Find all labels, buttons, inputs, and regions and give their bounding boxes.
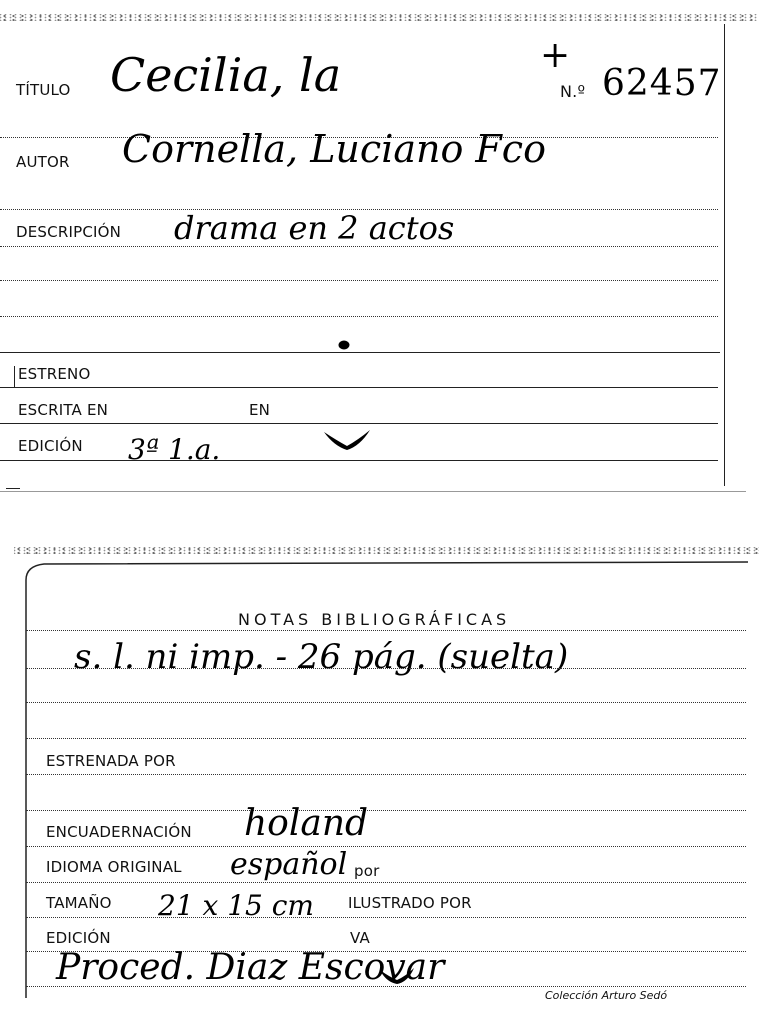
encuadernacion-line: [26, 846, 746, 847]
descripcion-line-3: [0, 316, 718, 317]
front-bottom-border: [0, 491, 746, 492]
front-top-edge: [0, 14, 759, 21]
back-edicion-label: EDICIÓN: [46, 929, 111, 947]
estreno-label: ESTRENO: [18, 365, 91, 383]
tamano-label: TAMAÑO: [46, 894, 112, 912]
collection-footer: Colección Arturo Sedó: [545, 989, 668, 1002]
procedencia-line: [26, 986, 746, 987]
encuadernacion-value: holand: [244, 803, 369, 844]
ilustrado-por-label: ILUSTRADO POR: [348, 894, 472, 912]
escrita-en-label: ESCRITA EN: [18, 401, 109, 419]
edicion-label: EDICIÓN: [18, 437, 83, 455]
descripcion-value: drama en 2 actos: [174, 209, 455, 247]
estrenada-line: [26, 774, 746, 775]
ink-blot-icon: [336, 338, 352, 352]
titulo-label: TÍTULO: [16, 81, 71, 99]
estreno-left-tick: [14, 366, 15, 388]
estrenada-por-label: ESTRENADA POR: [46, 752, 176, 770]
numero-label: N.º: [560, 82, 586, 101]
titulo-value: Cecilia, la: [110, 48, 342, 102]
numero-value: 62457: [602, 63, 722, 104]
notas-line-1: [26, 630, 746, 631]
bird-stamp-icon: [322, 426, 372, 452]
va-label: VA: [350, 929, 370, 947]
en-label: EN: [249, 401, 271, 419]
notas-line-4: [26, 738, 746, 739]
estreno-line: [0, 387, 718, 388]
tamano-line: [26, 917, 746, 918]
blank-line: [26, 810, 746, 811]
tamano-value: 21 x 15 cm: [158, 889, 314, 922]
back-top-edge: [14, 547, 759, 554]
notas-line-3: [26, 702, 746, 703]
autor-label: AUTOR: [16, 153, 70, 171]
descripcion-line-1: [0, 246, 718, 247]
cross-mark: +: [540, 35, 571, 76]
edicion-line: [0, 460, 718, 461]
notas-value: s. l. ni imp. - 26 pág. (suelta): [74, 637, 569, 677]
edicion-value: 3ª 1.a.: [128, 433, 221, 466]
notas-header: NOTAS BIBLIOGRÁFICAS: [238, 610, 511, 629]
idioma-original-label: IDIOMA ORIGINAL: [46, 858, 182, 876]
section-divider: [0, 352, 720, 353]
descripcion-line-2: [0, 280, 718, 281]
front-right-border: [724, 24, 725, 486]
notas-line-2: [26, 668, 746, 669]
front-corner-tick: [6, 488, 20, 489]
back-bird-stamp-icon: [378, 966, 416, 986]
idioma-line: [26, 882, 746, 883]
procedencia-value: Proced. Diaz Escovar: [56, 947, 445, 988]
autor-value: Cornella, Luciano Fco: [122, 127, 546, 171]
idioma-original-value: español: [230, 847, 348, 882]
escrita-line: [0, 423, 718, 424]
descripcion-label: DESCRIPCIÓN: [16, 223, 122, 241]
encuadernacion-label: ENCUADERNACIÓN: [46, 823, 192, 841]
por-label: por: [354, 862, 380, 880]
